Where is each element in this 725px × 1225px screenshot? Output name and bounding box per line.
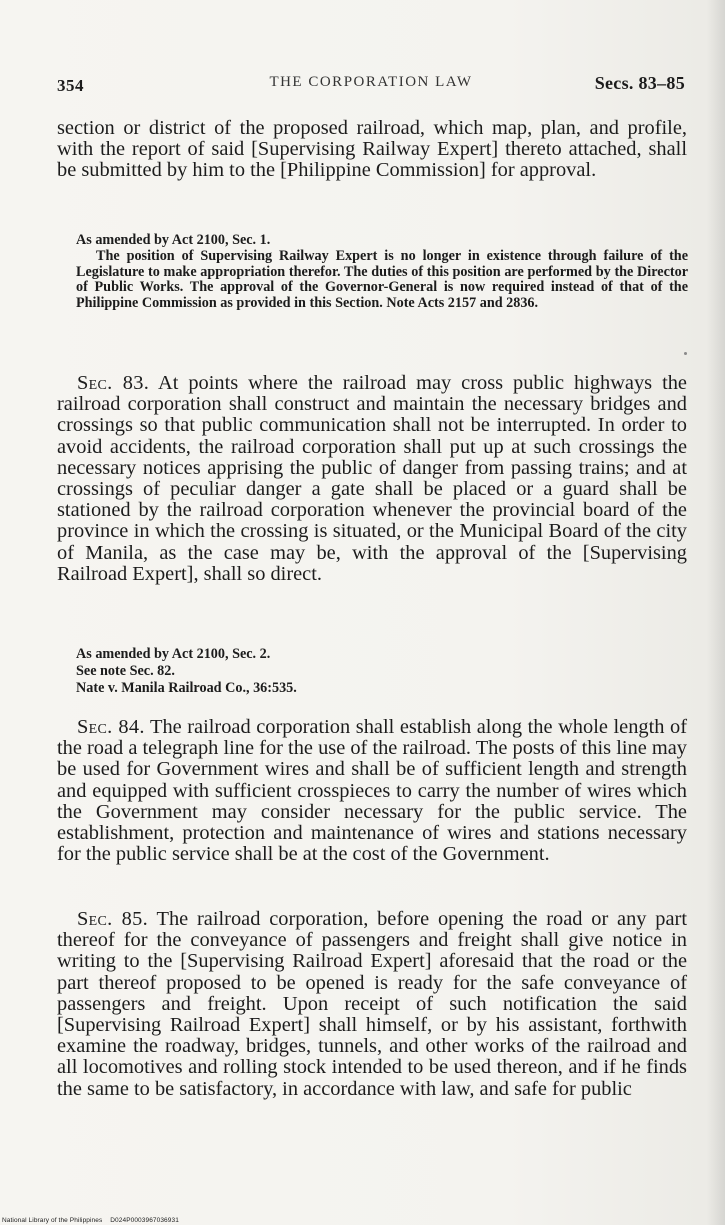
section-83 <box>57 373 687 585</box>
page-edge-shadow <box>707 0 725 1225</box>
page-speck <box>684 352 687 355</box>
scan-footer <box>2 1217 179 1224</box>
note-text: The position of Supervising Railway Expert is no longer in existence through failure of the Legislature to make appropriation therefor. The duties of this position are performed by the Director of Public Works. The approval of the Governor-General is now required instead of that of the Philippine Commission as provided in this Section. Note Acts 2157 and 2836. <box>76 247 688 312</box>
note-case-citation: Nate v. Manila Railroad Co., 36:535. <box>76 680 297 696</box>
sections-range: Secs. 83–85 <box>594 73 685 93</box>
section-85 <box>57 909 687 1100</box>
note-sec-82 <box>76 233 688 312</box>
section-label: Sec. 84. <box>77 716 145 738</box>
scan-code: D024P0003967036931 <box>110 1217 179 1224</box>
note-amended-line: As amended by Act 2100, Sec. 2. <box>76 646 271 662</box>
section-text: The railroad corporation, before opening the road or any part thereof for the conveyance of passengers and freight shall give notice in writing to the [Supervising Railroad Expert] aforesaid that the road or the part thereof proposed to be opened is ready for the safe conveyance of passengers and freight. Upon receipt of such notification the said [Supervising Railroad Expert] shall himself, or by his assistant, forthwith examine the roadway, bridges, tunnels, and other works of the railroad and all locomotives and rolling stock intended to be used thereon, and if he finds the same to be satisfactory, in accordance with law, and safe for public <box>57 908 687 1100</box>
note-see-line: See note Sec. 82. <box>76 663 175 679</box>
continuation-paragraph: section or district of the proposed railroad, which map, plan, and profile, with the report of said [Supervising Railway Expert] thereto attached, shall be submitted by him to the [Philippine Commission] for approval. <box>57 117 687 182</box>
page-number: 354 <box>57 76 84 95</box>
section-84 <box>57 717 687 865</box>
section-text: At points where the railroad may cross public highways the railroad corporation shall construct and maintain the necessary bridges and crossings so that public communication shall not be interrupted. In order to avoid accidents, the railroad corporation shall put up at such crossings the necessary notices apprising the public of danger from passing trains; and at crossings of peculiar danger a gate shall be placed or a guard shall be stationed by the railroad corporation whenever the provincial board of the province in which the crossing is situated, or the Municipal Board of the city of Manila, as the case may be, with the approval of the [Supervising Railroad Expert], shall so direct. <box>57 372 687 585</box>
section-text: The railroad corporation shall establish along the whole length of the road a telegraph line for the use of the railroad. The posts of this line may be used for Government wires and shall be of sufficient length and strength and equipped with sufficient crosspieces to carry the number of wires which the Government may consider necessary for the public service. The establishment, protection and maintenance of wires and stations necessary for the public service shall be at the cost of the Government. <box>57 716 687 866</box>
note-sec-83 <box>76 646 688 697</box>
section-label: Sec. 85. <box>77 908 149 930</box>
page-header <box>57 72 685 98</box>
running-title: THE CORPORATION LAW <box>269 74 473 90</box>
library-name: National Library of the Philippines <box>2 1217 103 1224</box>
section-label: Sec. 83. <box>77 372 150 394</box>
note-amended-line: As amended by Act 2100, Sec. 1. <box>76 232 271 248</box>
